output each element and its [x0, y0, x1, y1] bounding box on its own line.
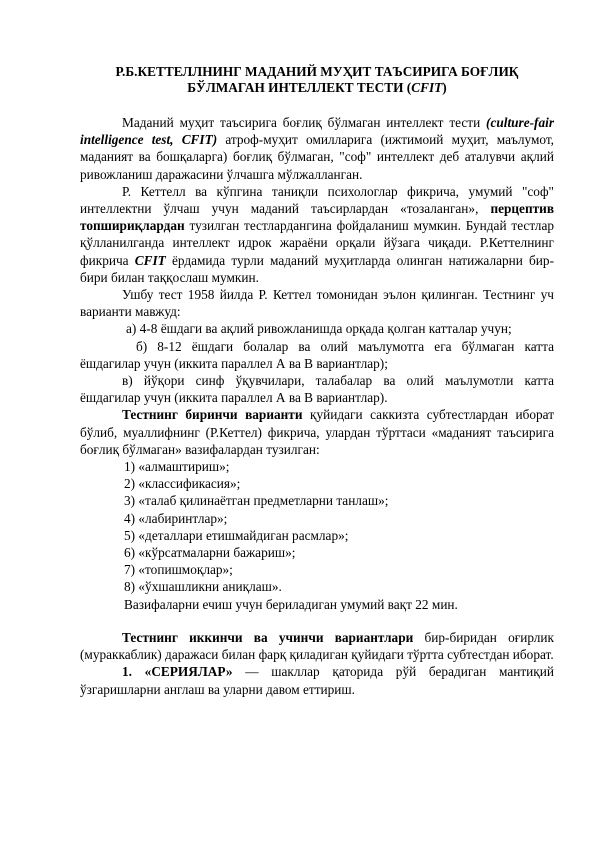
paragraph-text: ёрдамида турли маданий муҳитларда олинган натижаларни бир-бири билан таққослаш мумкин.: [80, 252, 554, 285]
subtest-item: 6) «кўрсатмаларни бажариш»;: [124, 545, 296, 561]
subtest-item: 2) «классификасия»;: [124, 476, 241, 492]
title-line-1: Р.Б.КЕТТЕЛЛНИНГ МАДАНИЙ МУҲИТ ТАЪСИРИГА БОҒЛИҚ: [115, 64, 519, 79]
document-title: [80, 64, 554, 96]
paragraph-total-time: Вазифаларни ечиш учун бериладиган умумий вақт 22 мин.: [124, 596, 458, 612]
paragraph-intro: [80, 114, 554, 183]
subtest-item: 5) «деталлари етишмайдиган расмлар»;: [124, 527, 349, 543]
paragraph-text: атроф-муҳит омилларига (ижтимоий муҳит, маълумот, маданият ва бошқаларга) боғлиқ бўлмаган, "соф" интеллект деб аталувчи ақлий ривожланиш даражасини ўлчашга мўлжалланган.: [80, 132, 554, 182]
paragraph-text: тузилган тестлардангина фойдаланиш мумкин. Бундай тестлар қўлланилганда интеллект идрок жараёни орқали йўзага чиқади. Р.Кеттелнинг фикрича: [80, 218, 554, 268]
paragraph-series: [80, 663, 554, 697]
title-line-2-text: БЎЛМАГАН ИНТЕЛЛЕКТ ТЕСТИ (: [187, 80, 412, 95]
paragraph-cattell-view: [80, 183, 554, 286]
subtest-item: 1) «алмаштириш»;: [124, 459, 230, 475]
title-line-2-close: ): [442, 80, 447, 95]
paragraph-second-third-variants: [80, 629, 554, 663]
document-body: [80, 114, 554, 698]
subtest-item: 3) «талаб қилинаётган предметларни танлаш»;: [124, 493, 389, 509]
term-cfit: CFIT: [134, 252, 166, 268]
term-cfit-english: (culture-fair intelligence test, CFIT): [80, 115, 554, 148]
variant-item-a: а) 4-8 ёшдаги ва ақлий ривожланишда орқада қолган катталар учун;: [126, 321, 512, 337]
paragraph-text: қуйидаги саккизта субтестлардан иборат бўлиб, муаллифнинг (Р.Кеттел) фикрича, улардан тўрттаси «маданият таъсирига боғлиқ бўлмаган» вазифалардан тузилган:: [80, 407, 555, 457]
variant-item-b: б) 8-12 ёшдаги болалар ва олий маълумотга ега бўлмаган катта ёшдагилар учун (иккита параллел А ва В вариантлар);: [80, 338, 554, 371]
term-first-variant: Тестнинг биринчи варианти: [122, 407, 303, 423]
term-series: 1. «СЕРИЯЛАР»: [122, 664, 233, 680]
paragraph-first-variant: [80, 406, 554, 458]
paragraph-text: Р. Кеттелл ва кўпгина таниқли психологлар фикрича, умумий "соф" интеллектни ўлчаш учун маданий таъсирлардан «тозаланган»,: [80, 183, 554, 217]
subtest-item: 4) «лабиринтлар»;: [124, 510, 228, 526]
term-perceptive-tasks: перцептив топшириқлардан: [80, 201, 554, 234]
paragraph-publication: Ушбу тест 1958 йилда Р. Кеттел томонидан эълон қилинган. Тестнинг уч варианти мавжуд:: [80, 287, 554, 320]
subtest-item: 8) «ўхшашликни аниқлаш».: [124, 579, 282, 595]
title-line-2: [80, 80, 554, 96]
paragraph-text: — шакллар қаторида рўй берадиган мантиқий ўзгаришларни англаш ва уларни давом еттириш.: [80, 664, 554, 697]
term-second-third-variants: Тестнинг иккинчи ва учинчи вариантлари: [122, 629, 414, 645]
subtest-item: 7) «топишмоқлар»;: [124, 562, 233, 578]
variant-item-v: в) йўқори синф ўқувчилари, талабалар ва олий маълумотли катта ёшдагилар учун (иккита параллел А ва В вариантлар).: [80, 373, 554, 406]
paragraph-text: бир-биридан оғирлик (мураккаблик) даражаси билан фарқ қиладиган қуйидаги тўртта субтестдан иборат.: [80, 629, 554, 663]
title-cfit: CFIT: [411, 80, 443, 95]
paragraph-text: Маданий муҳит таъсирига боғлиқ бўлмаган интеллект тести: [122, 115, 487, 130]
